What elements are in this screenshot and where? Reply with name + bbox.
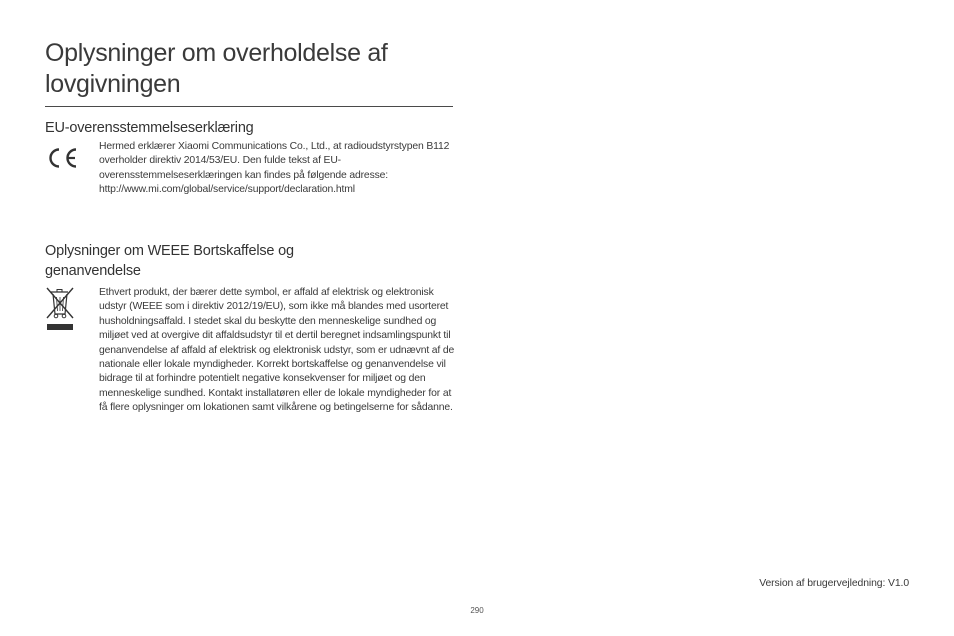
ce-mark-icon (45, 146, 79, 170)
manual-version: Version af brugervejledning: V1.0 (759, 578, 909, 589)
page-title: Oplysninger om overholdelse af lovgivningen (45, 39, 388, 98)
crossed-out-wheelie-bin-icon (44, 286, 76, 332)
page-number: 290 (470, 606, 484, 615)
declaration-url: http://www.mi.com/global/service/support/declaration.html (99, 184, 355, 196)
weee-text: Ethvert produkt, der bærer dette symbol, er affald af elektrisk og elektronisk udstyr (WEEE som i direktiv 2012/19/EU), som ikke må blandes med usorteret husholdningsaffald. I stedet skal du beskytte den menneskelige sundhed og miljøet ved at overgive dit affaldsudstyr til et dertil beregnet indsamlingspunkt til genanvendelse af affald af elektrisk og elektronisk udstyr, som er udnævnt af de nationale eller lokale myndigheder. Korrekt bortskaffelse og genanvendelse vil bidrage til at forhindre potentielt negative konsekvenser for miljøet og den menneskelige sundhed. Kontakt installatøren eller de lokale myndigheder for at få flere oplysninger om lokationen samt vilkårene og betingelserne for sådanne. (99, 287, 455, 414)
eu-declaration-heading: EU-overensstemmelseserklæring (45, 120, 254, 136)
eu-declaration-text (99, 140, 457, 198)
weee-heading: Oplysninger om WEEE Bortskaffelse og genanvendelse (45, 243, 294, 279)
title-divider (45, 106, 453, 107)
eu-declaration-body: Hermed erklærer Xiaomi Communications Co., Ltd., at radioudstyrstypen B112 overholder direktiv 2014/53/EU. Den fulde tekst af EU-overensstemmelseserklæringen kan findes på følgende adresse: (99, 141, 450, 181)
